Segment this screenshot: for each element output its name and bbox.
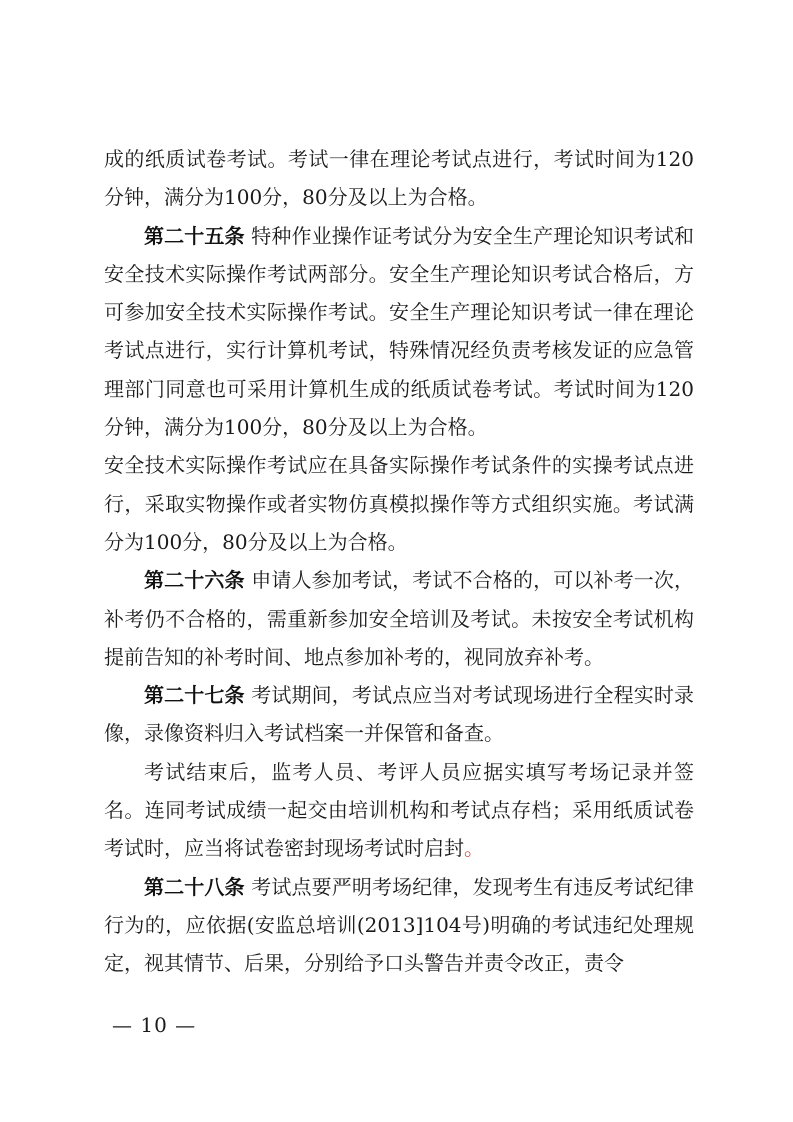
paragraph-text: 考试结束后，监考人员、考评人员应据实填写考场记录并签名。连同考试成绩一起交由培训机构和考试点存档；采用纸质试卷考试时，应当将试卷密封现场考试时启封 (104, 759, 694, 861)
paragraph-text: 安全技术实际操作考试应在具备实际操作考试条件的实操考试点进行，采取实物操作或者实物仿真模拟操作等方式组织实施。考试满分为100分，80分及以上为合格。 (104, 453, 694, 554)
paragraph-text: 考试期间，考试点应当对考试现场进行全程实时录像，录像资料归入考试档案一并保管和备查。 (104, 683, 695, 746)
paragraph-practical-exam (104, 446, 694, 561)
article-heading: 第二十八条 (144, 874, 245, 899)
article-28 (104, 868, 694, 983)
article-25 (104, 217, 694, 447)
article-heading: 第二十五条 (144, 223, 245, 248)
document-body (104, 140, 694, 983)
paragraph-text: 成的纸质试卷考试。考试一律在理论考试点进行，考试时间为120分钟，满分为100分，80分及以上为合格。 (104, 147, 694, 210)
paragraph-text: 考试点要严明考场纪律，发现考生有违反考试纪律行为的，应依据(安监总培训(2013]104号)明确的考试违纪处理规定，视其情节、后果，分别给予口头警告并责令改正，责令 (104, 874, 695, 976)
article-heading: 第二十七条 (144, 683, 245, 708)
paragraph-continuation (104, 140, 694, 217)
article-heading: 第二十六条 (144, 568, 245, 593)
paragraph-exam-records (104, 753, 694, 868)
page-number: — 10 — (112, 1013, 197, 1037)
paragraph-text: 申请人参加考试，考试不合格的，可以补考一次，补考仍不合格的，需重新参加安全培训及考试。未按安全考试机构提前告知的补考时间、地点参加补考的，视同放弃补考。 (104, 568, 695, 669)
paragraph-text: 特种作业操作证考试分为安全生产理论知识考试和安全技术实际操作考试两部分。安全生产理论知识考试合格后，方可参加安全技术实际操作考试。安全生产理论知识考试一律在理论考试点进行，实行计算机考试，特殊情况经负责考核发证的应急管理部门同意也可采用计算机生成的纸质试卷考试。考试时间为120分钟，满分为100分，80分及以上为合格。 (104, 223, 695, 440)
red-period-mark: 。 (464, 836, 484, 861)
article-27 (104, 676, 694, 753)
article-26 (104, 561, 694, 676)
